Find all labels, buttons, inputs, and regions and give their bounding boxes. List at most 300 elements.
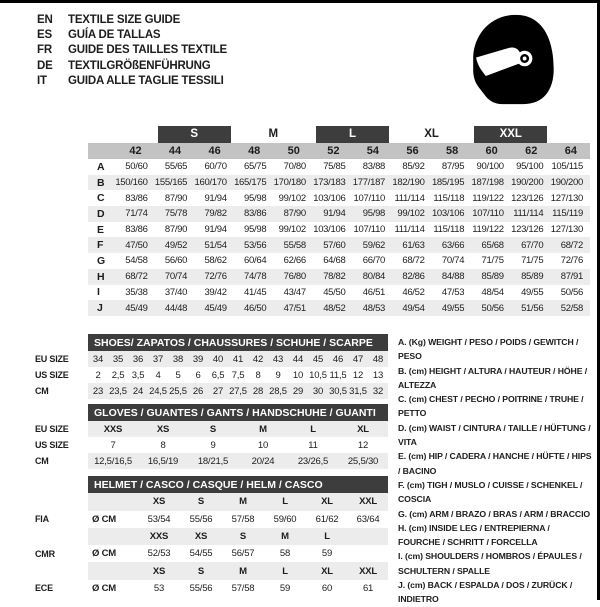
measure-value: 160/170 bbox=[194, 175, 234, 191]
table-cell bbox=[35, 493, 88, 510]
measure-value: 43/47 bbox=[283, 286, 306, 298]
size-value: 23,5 bbox=[108, 383, 128, 399]
helmet-size-label: XS bbox=[138, 562, 180, 579]
measure-value: 58/62 bbox=[204, 255, 227, 267]
helmet-sizes-row bbox=[35, 528, 388, 545]
standard-label: ECE bbox=[35, 583, 53, 594]
legend-item: D. (cm) WAIST / CINTURA / TAILLE / HÜFTUNG / VITA bbox=[398, 422, 591, 448]
measure-value: 87/91 bbox=[550, 269, 590, 285]
section-title-row bbox=[35, 404, 388, 421]
measure-value: 150/160 bbox=[115, 175, 155, 191]
measure-value: 95/98 bbox=[352, 206, 392, 222]
measure-value: 85/89 bbox=[511, 269, 551, 285]
legend-item: I. (cm) SHOULDERS / HOMBROS / ÉPAULES / SCHULTERN / SPALLE bbox=[398, 551, 582, 576]
measure-value: 111/114 bbox=[394, 224, 425, 236]
measure-value: 111/114 bbox=[511, 206, 551, 222]
table-cell bbox=[88, 493, 138, 510]
measure-value: 70/74 bbox=[441, 255, 465, 267]
measure-value: 55/58 bbox=[273, 237, 313, 253]
size-value: 8 bbox=[255, 369, 261, 381]
measure-value: 47/53 bbox=[441, 286, 465, 298]
measure-value: 49/55 bbox=[521, 286, 544, 298]
measurement-row bbox=[88, 285, 590, 301]
size-value: 32 bbox=[368, 383, 388, 399]
size-value: 42 bbox=[248, 351, 268, 367]
measure-value: 85/92 bbox=[402, 161, 425, 173]
table-cell bbox=[313, 126, 392, 143]
language-code: EN bbox=[37, 14, 53, 26]
size-group-label: XL bbox=[424, 128, 439, 140]
size-row bbox=[35, 383, 388, 399]
measure-value: 87/90 bbox=[164, 192, 188, 204]
measure-letter: I bbox=[97, 286, 100, 299]
row-label: US SIZE bbox=[35, 370, 69, 380]
size-value: 27 bbox=[208, 383, 228, 399]
measure-value: 45/49 bbox=[194, 300, 234, 316]
size-value: 2 bbox=[95, 369, 101, 381]
size-value: 35 bbox=[108, 351, 128, 367]
measure-value: 65/68 bbox=[471, 237, 511, 253]
size-group-label: M bbox=[268, 128, 279, 140]
measure-value: 177/187 bbox=[352, 175, 392, 191]
measure-value: 48/54 bbox=[481, 286, 504, 298]
measure-letter: F bbox=[88, 237, 115, 253]
section-title-row bbox=[35, 476, 388, 493]
measure-value: 71/75 bbox=[481, 255, 504, 267]
size-value: 10 bbox=[257, 439, 269, 451]
size-value: 43 bbox=[268, 351, 288, 367]
measure-value: 57/60 bbox=[313, 237, 353, 253]
standard-label: CMR bbox=[35, 548, 55, 559]
size-value: 44 bbox=[288, 351, 308, 367]
size-value: 5 bbox=[175, 369, 181, 381]
measure-value: 46/52 bbox=[402, 286, 425, 298]
size-number: 48 bbox=[234, 143, 274, 159]
size-value: 40 bbox=[208, 351, 228, 367]
size-value: XS bbox=[138, 421, 188, 437]
measure-value: 76/80 bbox=[273, 269, 313, 285]
measure-value: 66/70 bbox=[362, 255, 386, 267]
measure-value: 87/95 bbox=[441, 161, 465, 173]
size-value: 30 bbox=[308, 383, 328, 399]
measure-value: 91/94 bbox=[204, 192, 227, 204]
size-group-row bbox=[88, 126, 590, 143]
size-value: 28,5 bbox=[268, 383, 288, 399]
size-number: 54 bbox=[352, 143, 392, 159]
size-value: 20/24 bbox=[238, 453, 288, 469]
racing-helmet-icon bbox=[462, 10, 562, 107]
measure-letter: A bbox=[97, 160, 105, 173]
size-number: 56 bbox=[392, 143, 432, 159]
legend-item: F. (cm) TIGH / MUSLO / CUISSE / SCHENKEL / COSCIA bbox=[398, 479, 583, 505]
table-cell bbox=[35, 562, 88, 579]
table-cell bbox=[471, 126, 550, 143]
textile-size-table bbox=[88, 126, 590, 316]
helmet-size-label: L bbox=[264, 493, 306, 510]
size-value: 47 bbox=[348, 351, 368, 367]
size-value: 24 bbox=[128, 383, 148, 399]
measure-value: 82/86 bbox=[392, 269, 432, 285]
size-number: 58 bbox=[432, 143, 472, 159]
size-row bbox=[35, 367, 388, 383]
helmet-size-label: S bbox=[180, 562, 222, 579]
measure-value: 185/195 bbox=[432, 175, 472, 191]
measure-value: 44/48 bbox=[155, 300, 195, 316]
measurement-row bbox=[88, 269, 590, 285]
helmet-value: 53/54 bbox=[147, 513, 171, 525]
table-cell bbox=[550, 126, 590, 143]
size-value: 12 bbox=[357, 439, 369, 451]
size-value: 6,5 bbox=[211, 369, 225, 381]
measurement-row bbox=[88, 300, 590, 316]
size-value: 9 bbox=[275, 369, 281, 381]
measure-value: 61/63 bbox=[392, 237, 432, 253]
size-value: 25,5/30 bbox=[338, 453, 388, 469]
size-value: 25,5 bbox=[168, 383, 188, 399]
measure-value: 123/126 bbox=[511, 192, 544, 204]
measure-value: 41/45 bbox=[244, 286, 267, 298]
measure-value: 190/200 bbox=[550, 175, 590, 191]
size-value: 7 bbox=[110, 439, 116, 451]
size-value: 41 bbox=[228, 351, 248, 367]
measure-value: 119/122 bbox=[472, 192, 504, 204]
helmet-size-label: M bbox=[222, 562, 264, 579]
helmet-value: 52/53 bbox=[147, 548, 171, 560]
size-value: 9 bbox=[210, 439, 216, 451]
measure-value: 83/86 bbox=[125, 192, 148, 204]
size-row bbox=[35, 437, 388, 453]
size-value: 12,5/16,5 bbox=[88, 453, 138, 469]
helmet-sizes-row bbox=[35, 493, 388, 510]
guide-title: GUÍA DE TALLAS bbox=[68, 29, 161, 42]
language-row bbox=[37, 28, 227, 43]
measurement-row bbox=[88, 159, 590, 175]
size-group-label: XXL bbox=[474, 126, 547, 143]
measure-letter: E bbox=[97, 223, 105, 236]
size-value: 27,5 bbox=[228, 383, 248, 399]
measure-value: 80/84 bbox=[352, 269, 392, 285]
language-row bbox=[37, 59, 227, 74]
table-cell bbox=[35, 476, 88, 493]
row-label: EU SIZE bbox=[35, 424, 69, 434]
measure-value: 47/51 bbox=[273, 300, 313, 316]
measure-value: 71/75 bbox=[521, 255, 544, 267]
measure-value: 91/94 bbox=[313, 206, 353, 222]
size-row bbox=[35, 421, 388, 437]
size-value: 7,5 bbox=[231, 369, 245, 381]
measure-value: 60/64 bbox=[244, 255, 267, 267]
guide-title: GUIDA ALLE TAGLIE TESSILI bbox=[68, 74, 224, 87]
language-code: IT bbox=[37, 74, 47, 87]
standard-label: FIA bbox=[35, 514, 49, 525]
size-value: 39 bbox=[188, 351, 208, 367]
measure-value: 45/49 bbox=[115, 300, 155, 316]
measure-value: 75/85 bbox=[323, 161, 346, 173]
legend-item: G. (cm) ARM / BRAZO / BRAS / ARM / BRACCIO bbox=[398, 508, 591, 519]
guide-title: TEXTILGRÖßENFÜHRUNG bbox=[68, 59, 211, 72]
measure-value: 187/198 bbox=[471, 175, 511, 191]
measure-value: 50/56 bbox=[471, 300, 511, 316]
guide-title: TEXTILE SIZE GUIDE bbox=[68, 14, 181, 26]
measure-value: 63/66 bbox=[432, 237, 472, 253]
helmet-size-label bbox=[348, 528, 388, 545]
measure-value: 165/175 bbox=[234, 175, 274, 191]
table-cell bbox=[35, 404, 88, 421]
helmet-size-label: XL bbox=[306, 562, 348, 579]
language-code: DE bbox=[37, 59, 53, 72]
size-value: 37 bbox=[148, 351, 168, 367]
helmet-value: 59/60 bbox=[273, 513, 297, 525]
measure-value: 46/51 bbox=[362, 286, 386, 298]
helmet-value: 57/58 bbox=[231, 513, 255, 525]
diameter-label: Ø CM bbox=[92, 513, 117, 525]
size-value: 13 bbox=[372, 369, 384, 381]
page-top-border bbox=[0, 0, 600, 3]
gloves-size-table bbox=[35, 404, 388, 469]
measure-letter: B bbox=[88, 175, 115, 191]
measure-value: 47/50 bbox=[115, 237, 155, 253]
measure-value: 60/70 bbox=[204, 161, 227, 173]
helmet-value: 58 bbox=[279, 548, 291, 560]
legend-item: E. (cm) HIP / CADERA / HANCHE / HÜFTE / HIPS / BACINO bbox=[398, 451, 592, 476]
measure-value: 95/98 bbox=[244, 192, 267, 204]
size-value: 48 bbox=[368, 351, 388, 367]
measure-value: 190/200 bbox=[511, 175, 551, 191]
measure-value: 70/80 bbox=[283, 161, 306, 173]
size-value: 10 bbox=[292, 369, 304, 381]
size-number: 60 bbox=[471, 143, 511, 159]
measure-value: 74/78 bbox=[234, 269, 274, 285]
measure-value: 72/76 bbox=[560, 255, 583, 267]
helmet-size-label: XXL bbox=[348, 493, 388, 510]
table-cell bbox=[155, 126, 234, 143]
measure-value: 70/74 bbox=[155, 269, 195, 285]
helmet-size-label: S bbox=[180, 493, 222, 510]
helmet-size-label: XXL bbox=[348, 562, 388, 579]
language-code: ES bbox=[37, 29, 52, 42]
size-value: M bbox=[238, 421, 288, 437]
helmet-sizes-row bbox=[35, 562, 388, 579]
measurement-row bbox=[88, 190, 590, 206]
table-cell bbox=[234, 126, 313, 143]
helmet-value: 56/57 bbox=[231, 548, 255, 560]
legend-item: H. (cm) INSIDE LEG / ENTREPIERNA / FOURCHE / SCHRITT / FORCELLA bbox=[398, 522, 550, 548]
measure-letter: G bbox=[97, 254, 106, 267]
measure-value: 72/76 bbox=[194, 269, 234, 285]
measure-value: 53/56 bbox=[234, 237, 274, 253]
size-value: 31,5 bbox=[348, 383, 368, 399]
measure-value: 68/72 bbox=[402, 255, 425, 267]
measure-value: 107/110 bbox=[353, 224, 386, 236]
section-title: GLOVES / GUANTES / GANTS / HANDSCHUHE / GUANTI bbox=[88, 404, 388, 421]
measure-value: 65/75 bbox=[244, 161, 267, 173]
size-value: S bbox=[188, 421, 238, 437]
size-number: 64 bbox=[550, 143, 590, 159]
size-row bbox=[35, 351, 388, 367]
measure-value: 78/82 bbox=[313, 269, 353, 285]
helmet-value: 54/55 bbox=[189, 548, 213, 560]
size-value: 46 bbox=[328, 351, 348, 367]
measure-value: 51/54 bbox=[194, 237, 234, 253]
measure-value: 67/70 bbox=[511, 237, 551, 253]
size-value: 30,5 bbox=[328, 383, 348, 399]
table-cell bbox=[88, 528, 138, 545]
row-label: US SIZE bbox=[35, 440, 69, 450]
row-label: CM bbox=[35, 386, 49, 396]
helmet-value: 60 bbox=[321, 582, 333, 594]
section-title: HELMET / CASCO / CASQUE / HELM / CASCO bbox=[88, 476, 388, 493]
size-value: L bbox=[288, 421, 338, 437]
measure-value: 83/86 bbox=[234, 206, 274, 222]
size-number: 52 bbox=[313, 143, 353, 159]
measurement-row bbox=[88, 206, 590, 222]
measure-value: 170/180 bbox=[273, 175, 313, 191]
size-value: 8 bbox=[160, 439, 166, 451]
guide-title: GUIDE DES TAILLES TEXTILE bbox=[68, 44, 227, 57]
helmet-standard-row bbox=[35, 545, 388, 562]
measure-value: 99/102 bbox=[392, 206, 432, 222]
helmet-value: 55/56 bbox=[189, 513, 213, 525]
helmet-size-label: XXS bbox=[138, 528, 180, 545]
measure-value: 91/94 bbox=[204, 224, 227, 236]
measure-value: 95/98 bbox=[244, 224, 267, 236]
helmet-value: 55/56 bbox=[189, 582, 213, 594]
helmet-size-label: L bbox=[306, 528, 348, 545]
language-row bbox=[37, 74, 227, 89]
legend-item: C. (cm) CHEST / PECHO / POITRINE / TRUHE / PETTO bbox=[398, 394, 584, 419]
helmet-size-label: XS bbox=[180, 528, 222, 545]
size-value: 29 bbox=[288, 383, 308, 399]
measurement-row bbox=[88, 175, 590, 191]
table-cell bbox=[88, 126, 155, 143]
measure-value: 99/102 bbox=[278, 192, 306, 204]
measure-value: 71/74 bbox=[115, 206, 155, 222]
row-label: CM bbox=[35, 456, 49, 466]
measure-value: 111/114 bbox=[394, 192, 425, 204]
helmet-size-label: S bbox=[222, 528, 264, 545]
measure-letter: J bbox=[88, 300, 115, 316]
measure-value: 54/58 bbox=[125, 255, 148, 267]
measure-value: 52/58 bbox=[550, 300, 590, 316]
diameter-label: Ø CM bbox=[92, 548, 117, 560]
measure-value: 68/72 bbox=[115, 269, 155, 285]
measure-value: 90/100 bbox=[476, 161, 504, 173]
size-value: 6 bbox=[195, 369, 201, 381]
measure-value: 50/60 bbox=[125, 161, 148, 173]
measure-value: 105/115 bbox=[551, 161, 583, 173]
measure-value: 115/119 bbox=[550, 206, 590, 222]
size-value: 2,5 bbox=[111, 369, 125, 381]
measure-value: 87/90 bbox=[164, 224, 188, 236]
helmet-value: 59 bbox=[321, 548, 333, 560]
measure-value: 64/68 bbox=[323, 255, 346, 267]
helmet-value: 61 bbox=[362, 582, 374, 594]
size-value: XXS bbox=[88, 421, 138, 437]
table-cell bbox=[88, 562, 138, 579]
size-value: 38 bbox=[168, 351, 188, 367]
section-title: SHOES/ ZAPATOS / CHAUSSURES / SCHUHE / SCARPE bbox=[88, 334, 388, 351]
size-row bbox=[35, 453, 388, 469]
measure-value: 49/55 bbox=[432, 300, 472, 316]
measure-value: 51/56 bbox=[511, 300, 551, 316]
legend-item: B. (cm) HEIGHT / ALTURA / HAUTEUR / HÖHE / ALTEZZA bbox=[398, 365, 588, 390]
table-cell bbox=[35, 334, 88, 351]
size-number: 42 bbox=[115, 143, 155, 159]
size-value: 16,5/19 bbox=[138, 453, 188, 469]
measure-value: 87/90 bbox=[273, 206, 313, 222]
shoes-size-table bbox=[35, 334, 388, 399]
size-value: 36 bbox=[128, 351, 148, 367]
measure-value: 173/183 bbox=[313, 175, 353, 191]
language-code: FR bbox=[37, 44, 52, 57]
size-value: 4 bbox=[155, 369, 161, 381]
measure-letter: H bbox=[88, 269, 115, 285]
size-group-label: S bbox=[158, 126, 231, 143]
measure-value: 39/42 bbox=[204, 286, 227, 298]
measure-value: 50/56 bbox=[560, 286, 583, 298]
measure-value: 48/53 bbox=[352, 300, 392, 316]
section-title-row bbox=[35, 334, 388, 351]
table-cell bbox=[35, 528, 88, 545]
language-row bbox=[37, 43, 227, 58]
measure-value: 103/106 bbox=[313, 224, 346, 236]
size-value: 24,5 bbox=[148, 383, 168, 399]
measurement-row bbox=[88, 222, 590, 238]
measure-value: 56/60 bbox=[164, 255, 188, 267]
measurement-row bbox=[88, 237, 590, 253]
measure-value: 83/88 bbox=[362, 161, 386, 173]
size-value: 3,5 bbox=[131, 369, 145, 381]
measure-value: 99/102 bbox=[278, 224, 306, 236]
table-cell bbox=[392, 126, 471, 143]
size-value: XL bbox=[338, 421, 388, 437]
measure-value: 49/52 bbox=[155, 237, 195, 253]
measure-value: 103/106 bbox=[313, 192, 346, 204]
measure-letter: D bbox=[88, 206, 115, 222]
diameter-label: Ø CM bbox=[92, 582, 117, 594]
helmet-standard-row bbox=[35, 511, 388, 528]
size-number: 50 bbox=[273, 143, 313, 159]
measure-value: 84/88 bbox=[432, 269, 472, 285]
measure-value: 75/78 bbox=[155, 206, 195, 222]
measure-value: 95/100 bbox=[516, 161, 544, 173]
measure-value: 83/86 bbox=[125, 224, 148, 236]
measure-value: 115/118 bbox=[433, 192, 465, 204]
size-number: 46 bbox=[194, 143, 234, 159]
helmet-value: 57/58 bbox=[231, 582, 255, 594]
helmet-size-label: XL bbox=[306, 493, 348, 510]
measure-value: 59/62 bbox=[352, 237, 392, 253]
size-value: 11 bbox=[308, 439, 318, 451]
measure-value: 107/110 bbox=[353, 192, 386, 204]
helmet-value: 61/62 bbox=[315, 513, 339, 525]
helmet-size-label: L bbox=[264, 562, 306, 579]
helmet-value bbox=[348, 545, 388, 562]
size-number-row bbox=[88, 143, 590, 159]
size-group-label: L bbox=[316, 126, 389, 143]
measure-value: 182/190 bbox=[392, 175, 432, 191]
size-number: 44 bbox=[155, 143, 195, 159]
measure-value: 123/126 bbox=[511, 224, 544, 236]
measure-value: 127/130 bbox=[550, 224, 583, 236]
language-row bbox=[37, 13, 227, 28]
helmet-size-label: M bbox=[264, 528, 306, 545]
size-value: 11,5 bbox=[329, 369, 347, 381]
measurement-legend bbox=[398, 335, 594, 607]
measure-value: 115/118 bbox=[433, 224, 465, 236]
helmet-size-label: XS bbox=[138, 493, 180, 510]
size-value: 23 bbox=[88, 383, 108, 399]
